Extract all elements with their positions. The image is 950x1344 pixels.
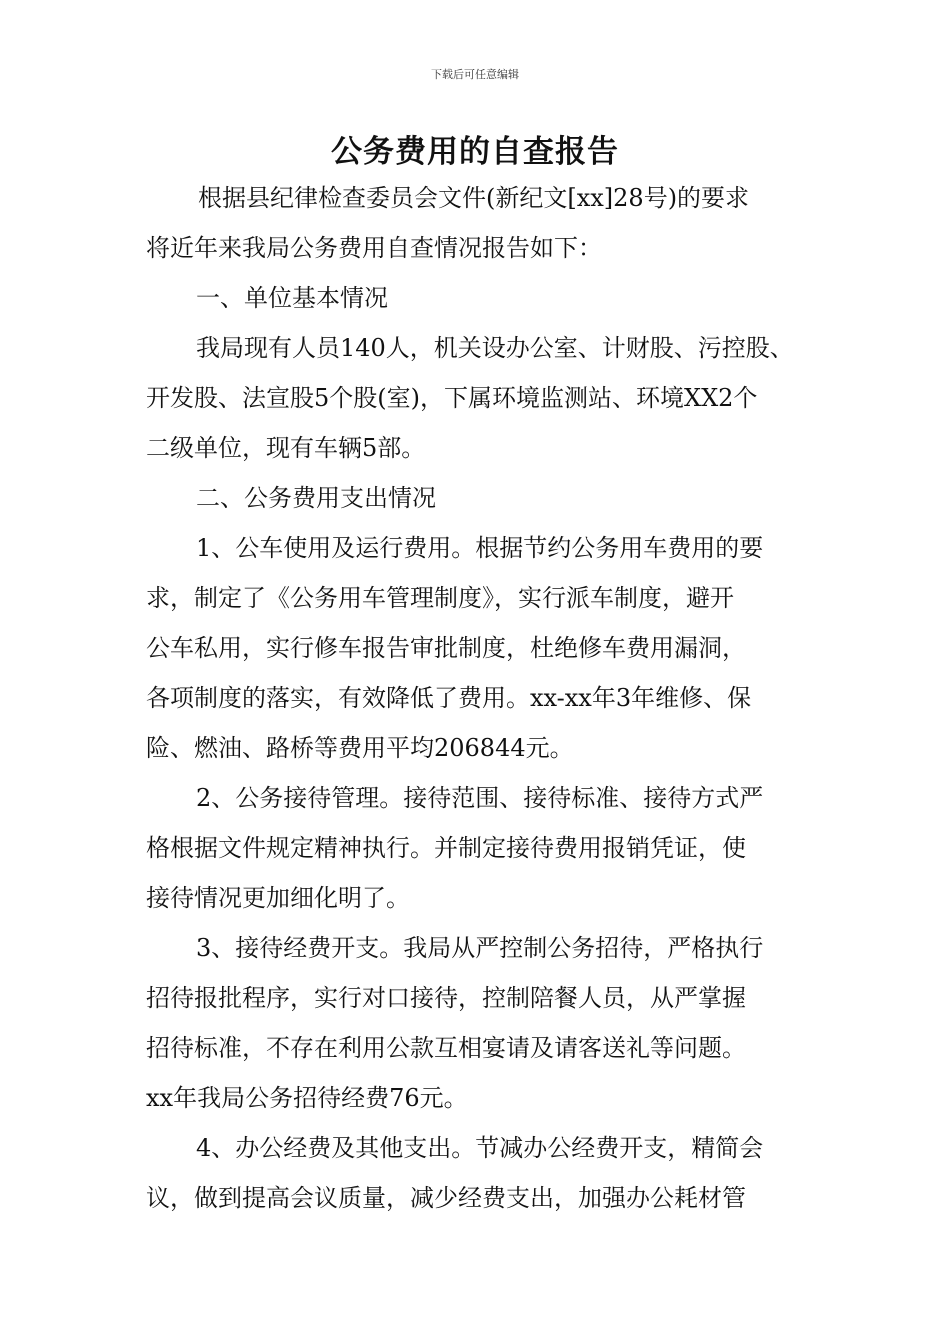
paragraph-line: 1、公车使用及运行费用。根据节约公务用车费用的要 — [196, 534, 764, 562]
paragraph-line: 各项制度的落实，有效降低了费用。xx-xx年3年维修、保 — [146, 684, 752, 712]
paragraph-line: xx年我局公务招待经费76元。 — [146, 1084, 468, 1112]
paragraph-line: 二级单位，现有车辆5部。 — [146, 434, 426, 462]
paragraph-line: 3、接待经费开支。我局从严控制公务招待，严格执行 — [196, 934, 764, 962]
paragraph-line: 4、办公经费及其他支出。节减办公经费开支，精简会 — [196, 1134, 764, 1162]
paragraph-line: 险、燃油、路桥等费用平均206844元。 — [146, 734, 574, 762]
paragraph-line: 根据县纪律检查委员会文件(新纪文[xx]28号)的要求 — [198, 184, 750, 212]
paragraph-line: 我局现有人员140人，机关设办公室、计财股、污控股、 — [196, 334, 794, 362]
paragraph-line: 开发股、法宣股5个股(室)，下属环境监测站、环境XX2个 — [146, 384, 758, 412]
document-title: 公务费用的自查报告 — [331, 134, 619, 170]
paragraph-line: 格根据文件规定精神执行。并制定接待费用报销凭证，使 — [146, 834, 746, 862]
paragraph-line: 招待标准，不存在利用公款互相宴请及请客送礼等问题。 — [146, 1034, 746, 1062]
paragraph-line: 招待报批程序，实行对口接待，控制陪餐人员，从严掌握 — [146, 984, 746, 1012]
section-heading: 一、单位基本情况 — [196, 284, 388, 312]
paragraph-line: 公车私用，实行修车报告审批制度，杜绝修车费用漏洞， — [146, 634, 746, 662]
paragraph-line: 将近年来我局公务费用自查情况报告如下： — [146, 234, 602, 262]
paragraph-line: 求，制定了《公务用车管理制度》，实行派车制度，避开 — [146, 584, 734, 612]
paragraph-line: 议，做到提高会议质量，减少经费支出，加强办公耗材管 — [146, 1184, 746, 1212]
header-note: 下载后可任意编辑 — [431, 68, 519, 81]
paragraph-line: 2、公务接待管理。接待范围、接待标准、接待方式严 — [196, 784, 764, 812]
section-heading: 二、公务费用支出情况 — [196, 484, 436, 512]
paragraph-line: 接待情况更加细化明了。 — [146, 884, 410, 912]
